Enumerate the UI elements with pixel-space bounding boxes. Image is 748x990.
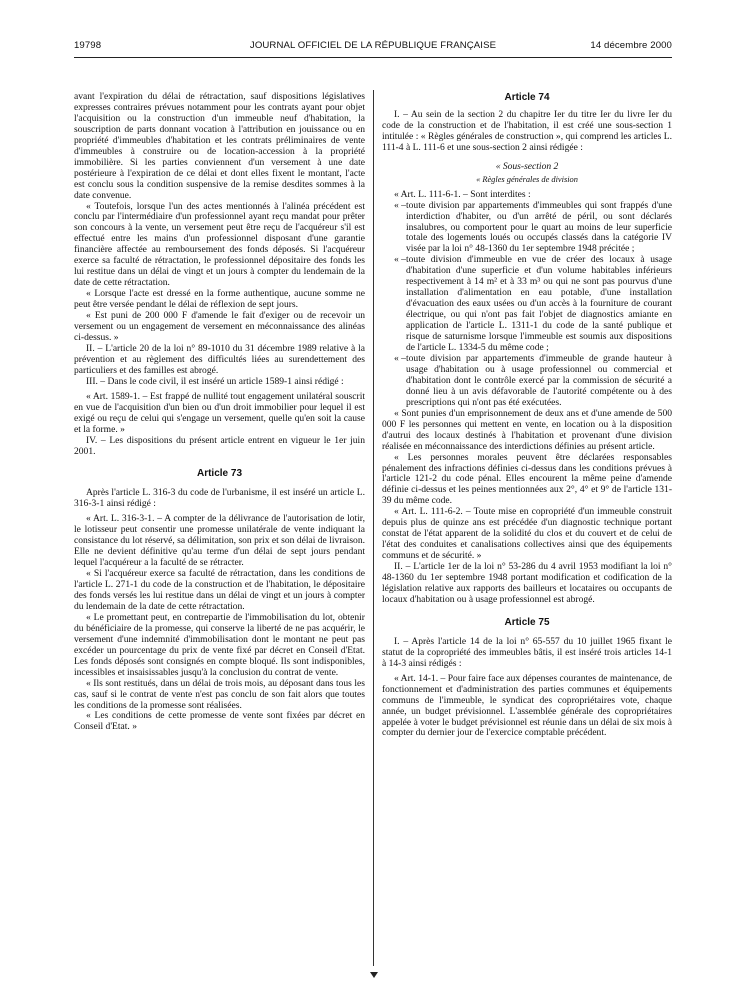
right-column: [382, 93, 672, 739]
column-divider: [373, 90, 374, 966]
paragraph: « Toutefois, lorsque l'un des actes mentionnés à l'alinéa précédent est conclu par l'intermédiaire d'un professionnel ayant reçu mandat pour prêter son concours à la vente, un versement peut être reçu de l'acquéreur s'il est effectué entre les mains d'un professionnel disposant d'une garantie financière affectée au remboursement des fonds déposés. Si l'acquéreur exerce sa faculté de rétractation, le professionnel dépositaire des fonds les lui restitue dans un délai de vingt et un jours à compter du lendemain de la date de cette rétractation.: [74, 200, 365, 289]
paragraph: « Art. L. 111-6-2. – Toute mise en copropriété d'un immeuble construit depuis plus de quinze ans est précédée d'un diagnostic technique portant constat de l'état apparent de la solidité du clos et du couvert et de celui de l'état des conduites et canalisations collectives ainsi que des équipements communs et de sécurité. »: [382, 506, 672, 562]
paragraph: I. – Au sein de la section 2 du chapitre Ier du titre Ier du livre Ier du code de la construction et de l'habitation, il est créé une sous-section 1 intitulée : « Règles générales de construction », qui comprend les articles L. 111-4 à L. 111-6 et une sous-section 2 ainsi rédigée :: [382, 108, 672, 153]
paragraph: « Art. L. 111-6-1. – Sont interdites :: [394, 188, 531, 200]
paragraph: « Ils sont restitués, dans un délai de trois mois, au déposant dans tous les cas, sauf si le contrat de vente n'est pas conclu de son fait alors que toutes les conditions de la promesse sont réalisées.: [74, 677, 365, 711]
list-marker: « –: [394, 352, 406, 364]
paragraph: avant l'expiration du délai de rétractation, sauf dispositions législatives expresses contraires prévues notamment pour les contrats ayant pour objet l'acquisition ou la construction d'un immeuble neuf d'habitation, la souscription de parts donnant vocation à l'attribution en jouissance ou en propriété d'immeubles d'habitation et les contrats préliminaires de vente d'immeubles à construire ou de location-accession à la propriété immobilière. Si les parties conviennent d'un versement à une date postérieure à l'expiration de ce délai et dont elles fixent le montant, l'acte est conclu sous la condition suspensive de la remise desdites sommes à la date convenue.: [74, 91, 365, 201]
paragraph: « Sont punies d'un emprisonnement de deux ans et d'une amende de 500 000 F les personnes qui mettent en vente, en location ou à la disposition d'autrui des locaux destinés à l'habitation et provenant d'une division réalisée en méconnaissance des interdictions définies au présent article.: [382, 407, 672, 452]
page-header: [74, 40, 672, 54]
paragraph: « Le promettant peut, en contrepartie de l'immobilisation du lot, obtenir du bénéficiaire de la promesse, qui conserve la liberté de ne pas acquérir, le versement d'une indemnité d'immobilisation dont le montant ne peut pas excéder un pourcentage du prix de vente fixé par décret en Conseil d'Etat. Les fonds déposés sont consignés en compte bloqué. Ils sont indisponibles, incessibles et insaisissables jusqu'à la conclusion du contrat de vente.: [74, 611, 365, 678]
paragraph: III. – Dans le code civil, il est inséré un article 1589-1 ainsi rédigé :: [86, 375, 344, 387]
header-rule: [74, 57, 672, 58]
list-item-text: toute division par appartements d'immeubles qui sont frappés d'une interdiction d'habiter, ou d'un arrêté de péril, ou sont déclarés insalubres, ou comportent pour le quart au moins de leur superficie totale des logements loués ou occupés classés dans la catégorie IV visée par la loi n° 48-1360 du 1er septembre 1948 précitée ;: [406, 199, 672, 255]
list-item-text: toute division d'immeuble en vue de créer des locaux à usage d'habitation d'une superficie et d'un volume habitables inférieurs respectivement à 14 m² et à 33 m³ ou qui ne sont pas pourvus d'une installation d'alimentation en eau potable, d'une installation d'évacuation des eaux usées ou d'un accès à la fourniture de courant électrique, ou qui n'ont pas fait l'objet de diagnostics amiante en application de l'article L. 1311-1 du code de la santé publique et risque de saturnisme lorsque l'immeuble est soumis aux dispositions de l'article L. 1334-5 du même code ;: [406, 254, 672, 354]
paragraph: « Est puni de 200 000 F d'amende le fait d'exiger ou de recevoir un versement ou un engagement de versement en méconnaissance des alinéas ci-dessus. »: [74, 310, 365, 343]
paragraph: II. – L'article 20 de la loi n° 89-1010 du 31 décembre 1989 relative à la prévention et au règlement des difficultés liées au surendettement des particuliers et des familles est abrogé.: [74, 342, 365, 376]
list-marker: « –: [394, 199, 406, 211]
subsection-title: « Règles générales de division: [476, 174, 578, 184]
left-column: [74, 92, 365, 733]
paragraph: IV. – Les dispositions du présent article entrent en vigueur le 1er juin 2001.: [74, 434, 365, 457]
paragraph: « Lorsque l'acte est dressé en la forme authentique, aucune somme ne peut être versée pendant le délai de réflexion de sept jours.: [74, 288, 365, 311]
list-item: [382, 201, 672, 256]
list-marker: « –: [394, 254, 406, 266]
paragraph: « Art. 1589-1. – Est frappé de nullité tout engagement unilatéral souscrit en vue de l'acquisition d'un bien ou d'un droit immobilier pour lequel il est exigé ou reçu de celui qui s'engage un versement, quelle qu'en soit la cause et la forme. »: [74, 390, 365, 435]
subsection-heading: « Sous-section 2: [495, 160, 559, 172]
paragraph: I. – Après l'article 14 de la loi n° 65-557 du 10 juillet 1965 fixant le statut de la copropriété des immeubles bâtis, il est inséré trois articles 14-1 à 14-3 ainsi rédigés :: [382, 635, 672, 669]
paragraph: Après l'article L. 316-3 du code de l'urbanisme, il est inséré un article L. 316-3-1 ainsi rédigé :: [74, 487, 365, 510]
paragraph: II. – L'article 1er de la loi n° 53-286 du 4 avril 1953 modifiant la loi n° 48-1360 du 1er septembre 1948 portant modification et codification de la législation relative aux rapports des bailleurs et locataires ou occupants de locaux d'habitation ou à usage professionnel est abrogé.: [382, 561, 672, 605]
paragraph: « Les personnes morales peuvent être déclarées responsables pénalement des infractions définies ci-dessus dans les conditions prévues à l'article 121-2 du code pénal. Elles encourent la même peine d'amende définie ci-dessus et les peines mentionnées aux 2°, 4° et 9° de l'article 131-39 du même code.: [382, 451, 672, 507]
bottom-page-mark: [370, 972, 378, 978]
paragraph: « Si l'acquéreur exerce sa faculté de rétractation, dans les conditions de l'article L. 271-1 du code de la construction et de l'habitation, le dépositaire des fonds versés les lui restitue dans un délai de vingt et un jours à compter du lendemain de la date de cette rétractation.: [74, 568, 365, 612]
list-item: [382, 255, 672, 354]
list-item: [382, 354, 672, 409]
article-73-heading: Article 73: [196, 468, 243, 480]
paragraph: « Art. 14-1. – Pour faire face aux dépenses courantes de maintenance, de fonctionnement et d'administration des parties communes et équipements communs de l'immeuble, le syndicat des copropriétaires vote, chaque année, un budget prévisionnel. L'assemblée générale des copropriétaires appelée à voter le budget prévisionnel est réunie dans un délai de six mois à compter du dernier jour de l'exercice comptable précédent.: [382, 672, 672, 739]
paragraph: « Art. L. 316-3-1. – A compter de la délivrance de l'autorisation de lotir, le lotisseur peut consentir une promesse unilatérale de vente indiquant la consistance du lot réservé, sa délimitation, son prix et son délai de livraison. Elle ne devient définitive qu'au terme d'un délai de sept jours pendant lequel l'acquéreur a la faculté de se rétracter.: [74, 513, 365, 569]
article-75-heading: Article 75: [504, 616, 550, 628]
page-number: 19798: [74, 40, 102, 51]
journal-title: JOURNAL OFFICIEL DE LA RÉPUBLIQUE FRANÇAISE: [249, 40, 497, 51]
list-item-text: toute division par appartements d'immeuble de grande hauteur à usage d'habitation ou à usage professionnel ou commercial et d'habitation dont le contrôle exercé par la commission de sécurité a donné lieu à un avis défavorable de l'autorité compétente ou à des prescriptions qui n'ont pas été exécutées.: [406, 352, 672, 408]
paragraph: « Les conditions de cette promesse de vente sont fixées par décret en Conseil d'Etat. »: [74, 710, 365, 733]
publication-date: 14 décembre 2000: [590, 40, 672, 51]
article-74-heading: Article 74: [504, 92, 550, 103]
